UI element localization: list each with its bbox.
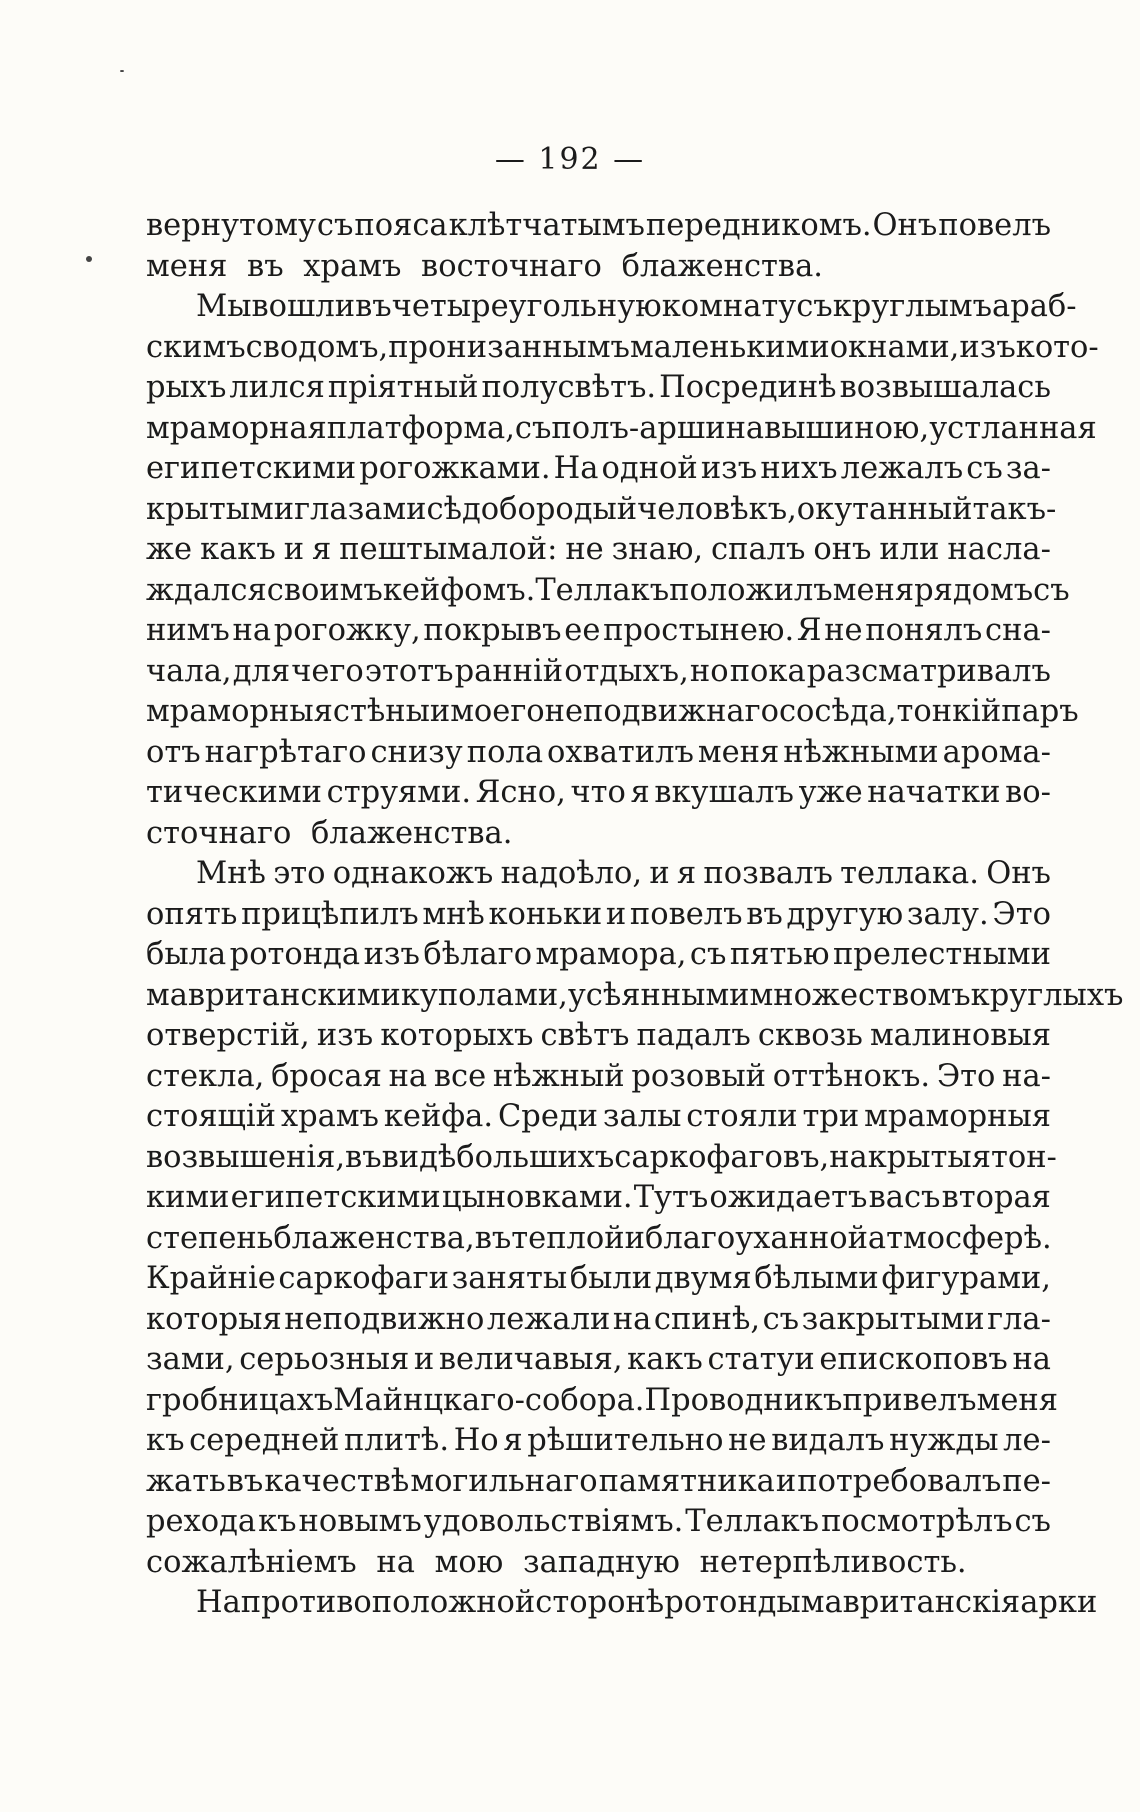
text-line: крытыми глазами сѣдобородый человѣкъ, окутанный такъ- [146, 491, 1057, 527]
text-line: египетскими рогожками. На одной изъ нихъ лежалъ съ за- [146, 451, 1051, 486]
text-line: меня въ храмъ восточнаго блаженства. [146, 248, 823, 284]
page-number: — 192 — [494, 142, 646, 177]
text-line: была ротонда изъ бѣлаго мрамора, съ пятью прелестными [146, 937, 1051, 972]
text-line: кими египетскими цыновками. Тутъ ожидаетъ васъ вторая [146, 1180, 1051, 1215]
text-line: возвышенія, въ видѣ большихъ саркофаговъ, накрытыя тон- [146, 1139, 1057, 1175]
text-line: стекла, бросая на все нѣжный розовый оттѣнокъ. Это на- [146, 1058, 1051, 1094]
text-line: стоящій храмъ кейфа. Среди залы стояли три мраморныя [146, 1099, 1051, 1134]
text-line: Мнѣ это однакожъ надоѣло, и я позвалъ теллака. Онъ [196, 856, 1051, 891]
text-line: мавританскими куполами, усѣянными множествомъ круглыхъ [146, 977, 1124, 1013]
text-line: отверстій, изъ которыхъ свѣтъ падалъ сквозь малиновыя [146, 1018, 1051, 1053]
text-line: степень блаженства, въ теплой и благоуханной атмосферѣ. [146, 1220, 1052, 1256]
text-line: скимъ сводомъ, пронизаннымъ маленькими окнами, изъ кото- [146, 329, 1099, 365]
text-line: зами, серьозныя и величавыя, какъ статуи епископовъ на [146, 1342, 1051, 1377]
text-line: рехода къ новымъ удовольствіямъ. Теллакъ посмотрѣлъ съ [146, 1504, 1051, 1539]
text-line: тическими струями. Ясно, что я вкушалъ уже начатки во- [146, 775, 1051, 810]
text-line: Крайніе саркофаги заняты были двумя бѣлыми фигурами, [146, 1261, 1051, 1296]
text-line: гробницахъ Майнцкаго - собора. Проводникъ привелъ меня [146, 1382, 1058, 1418]
text-line: ждался своимъ кейфомъ. Теллакъ положилъ меня рядомъ съ [146, 572, 1070, 608]
scan-speck [86, 256, 92, 262]
text-line: сожалѣніемъ на мою западную нетерпѣливость. [146, 1544, 967, 1580]
text-line: мраморныя стѣны и моего неподвижнаго сосѣда, тонкій паръ [146, 694, 1079, 729]
text-line: На противоположной сторонѣ ротонды мавританскія арки [196, 1585, 1098, 1620]
text-line: вернутому съ пояса клѣтчатымъ передникомъ. Онъ повелъ [146, 208, 1051, 243]
text-line: Мы вошли въ четыреугольную комнату съ круглымъ араб- [196, 289, 1077, 324]
text-line: опять прицѣпилъ мнѣ коньки и повелъ въ другую залу. Это [146, 896, 1051, 932]
body-text [146, 206, 1124, 1624]
text-line: которыя неподвижно лежали на спинѣ, съ закрытыми гла- [146, 1301, 1051, 1337]
text-line: мраморная платформа, съ полъ-аршина вышиною, устланная [146, 410, 1097, 446]
scan-speck [120, 70, 124, 72]
text-line: сточнаго блаженства. [146, 815, 513, 851]
text-line: къ середней плитѣ. Но я рѣшительно не видалъ нужды ле- [146, 1423, 1051, 1458]
text-line: нимъ на рогожку, покрывъ ее простынею. Я не понялъ сна- [146, 613, 1051, 648]
text-line: же какъ и я пештымалой: не знаю, спалъ онъ или насла- [146, 532, 1051, 567]
text-line: чала, для чего этотъ ранній отдыхъ, но пока разсматривалъ [146, 653, 1051, 689]
text-line: жать въ качествѣ могильнаго памятника и потребовалъ пе- [146, 1463, 1051, 1499]
text-line: отъ нагрѣтаго снизу пола охватилъ меня нѣжными арома- [146, 734, 1051, 770]
text-line: рыхъ лился пріятный полусвѣтъ. Посрединѣ возвышалась [146, 370, 1051, 405]
